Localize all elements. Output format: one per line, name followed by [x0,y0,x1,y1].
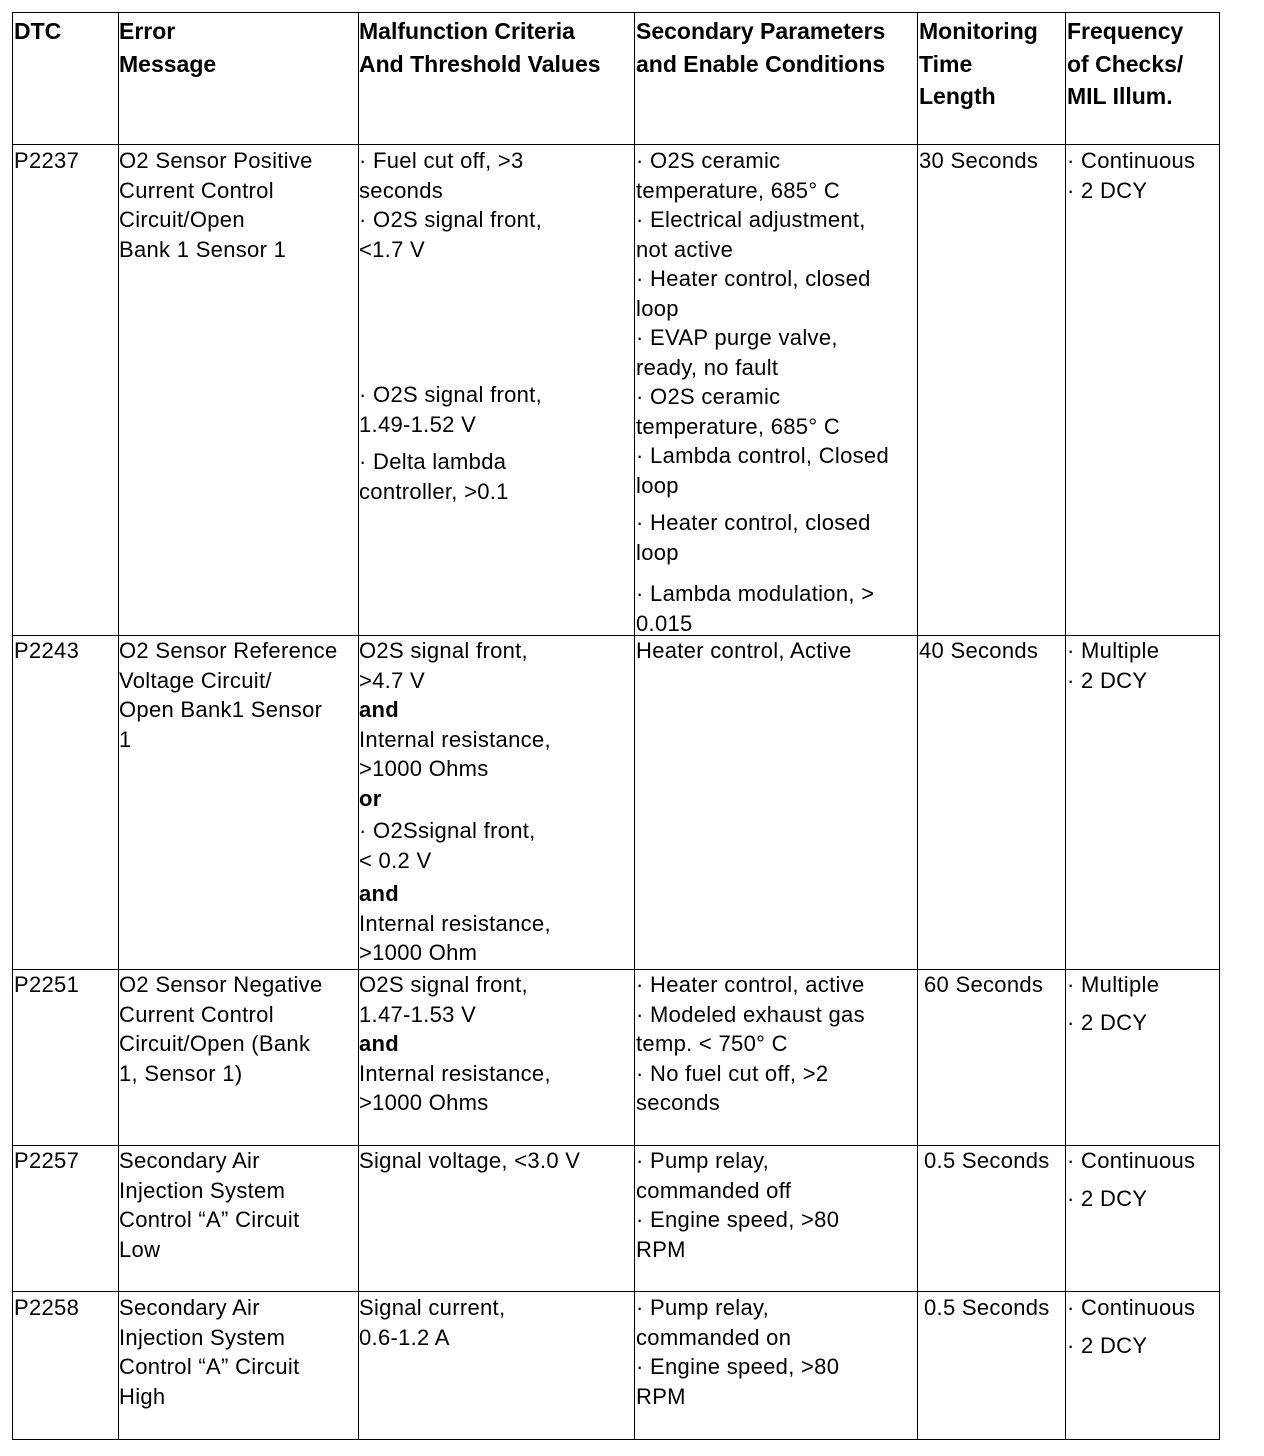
row-p2237-criteria-cont: · O2S signal front, 1.49-1.52 V · Delta lambda controller, >0.1 [359,382,542,504]
header-malfunction-criteria: Malfunction Criteria And Threshold Values [359,18,601,77]
header-secondary-parameters: Secondary Parameters and Enable Conditions [636,18,886,77]
row-p2251-error: O2 Sensor Negative Current Control Circuit/Open (Bank 1, Sensor 1) [119,972,323,1086]
row-p2257-dtc: P2257 [14,1148,80,1173]
row-p2251-frequency: · Multiple · 2 DCY [1067,972,1160,1035]
row-p2258-secondary: · Pump relay, commanded on · Engine speed, >80 RPM [636,1295,840,1409]
column-divider [1065,13,1066,1439]
row-p2237-secondary: · O2S ceramic temperature, 685° C · Electrical adjustment, not active · Heater control, closed loop · EVAP purge valve, ready, no fault · O2S ceramic temperature, 685° C · Lambda control, Closed loop · Heater control, closed loop · Lambda modulation, > 0.015 [636,148,889,636]
row-p2258-frequency: · Continuous · 2 DCY [1067,1295,1196,1358]
row-p2257-frequency: · Continuous · 2 DCY [1067,1148,1196,1211]
column-divider [917,13,918,1439]
row-p2258-criteria: Signal current, 0.6-1.2 A [359,1295,506,1350]
header-monitoring-time: Monitoring Time Length [919,18,1038,109]
row-p2237-error: O2 Sensor Positive Current Control Circuit/Open Bank 1 Sensor 1 [119,148,313,262]
row-p2243-time: 40 Seconds [919,638,1039,663]
row-divider [13,1291,1219,1292]
row-p2243-criteria: O2S signal front, >4.7 V and Internal resistance, >1000 Ohms or · O2Ssignal front, < 0.2 V and Internal resistance, >1000 Ohm [359,638,551,965]
row-p2237-time: 30 Seconds [919,148,1039,173]
row-p2258-time: 0.5 Seconds [924,1295,1050,1320]
header-frequency: Frequency of Checks/ MIL Illum. [1067,18,1184,109]
column-divider [634,13,635,1439]
row-p2243-error: O2 Sensor Reference Voltage Circuit/ Open Bank1 Sensor 1 [119,638,338,752]
row-p2243-dtc: P2243 [14,638,80,663]
header-error-message: Error Message [119,18,217,77]
row-p2251-dtc: P2251 [14,972,80,997]
row-p2251-time: 60 Seconds [924,972,1044,997]
row-p2257-criteria: Signal voltage, <3.0 V [359,1148,581,1173]
row-p2251-criteria: O2S signal front, 1.47-1.53 V and Internal resistance, >1000 Ohms [359,972,551,1115]
row-p2251-secondary: · Heater control, active · Modeled exhaust gas temp. < 750° C · No fuel cut off, >2 seconds [636,972,865,1115]
row-p2237-dtc: P2237 [14,148,80,173]
row-p2243-frequency: · Multiple · 2 DCY [1067,638,1160,693]
row-p2257-error: Secondary Air Injection System Control “A” Circuit Low [119,1148,300,1262]
row-p2257-secondary: · Pump relay, commanded off · Engine speed, >80 RPM [636,1148,840,1262]
row-p2237-frequency: · Continuous · 2 DCY [1067,148,1196,203]
header-dtc: DTC [14,18,62,44]
row-p2243-secondary: Heater control, Active [636,638,852,663]
row-divider [13,144,1219,145]
row-p2237-criteria: · Fuel cut off, >3 seconds · O2S signal front, <1.7 V [359,148,542,262]
row-p2257-time: 0.5 Seconds [924,1148,1050,1173]
row-p2258-error: Secondary Air Injection System Control “A” Circuit High [119,1295,300,1409]
row-p2258-dtc: P2258 [14,1295,80,1320]
